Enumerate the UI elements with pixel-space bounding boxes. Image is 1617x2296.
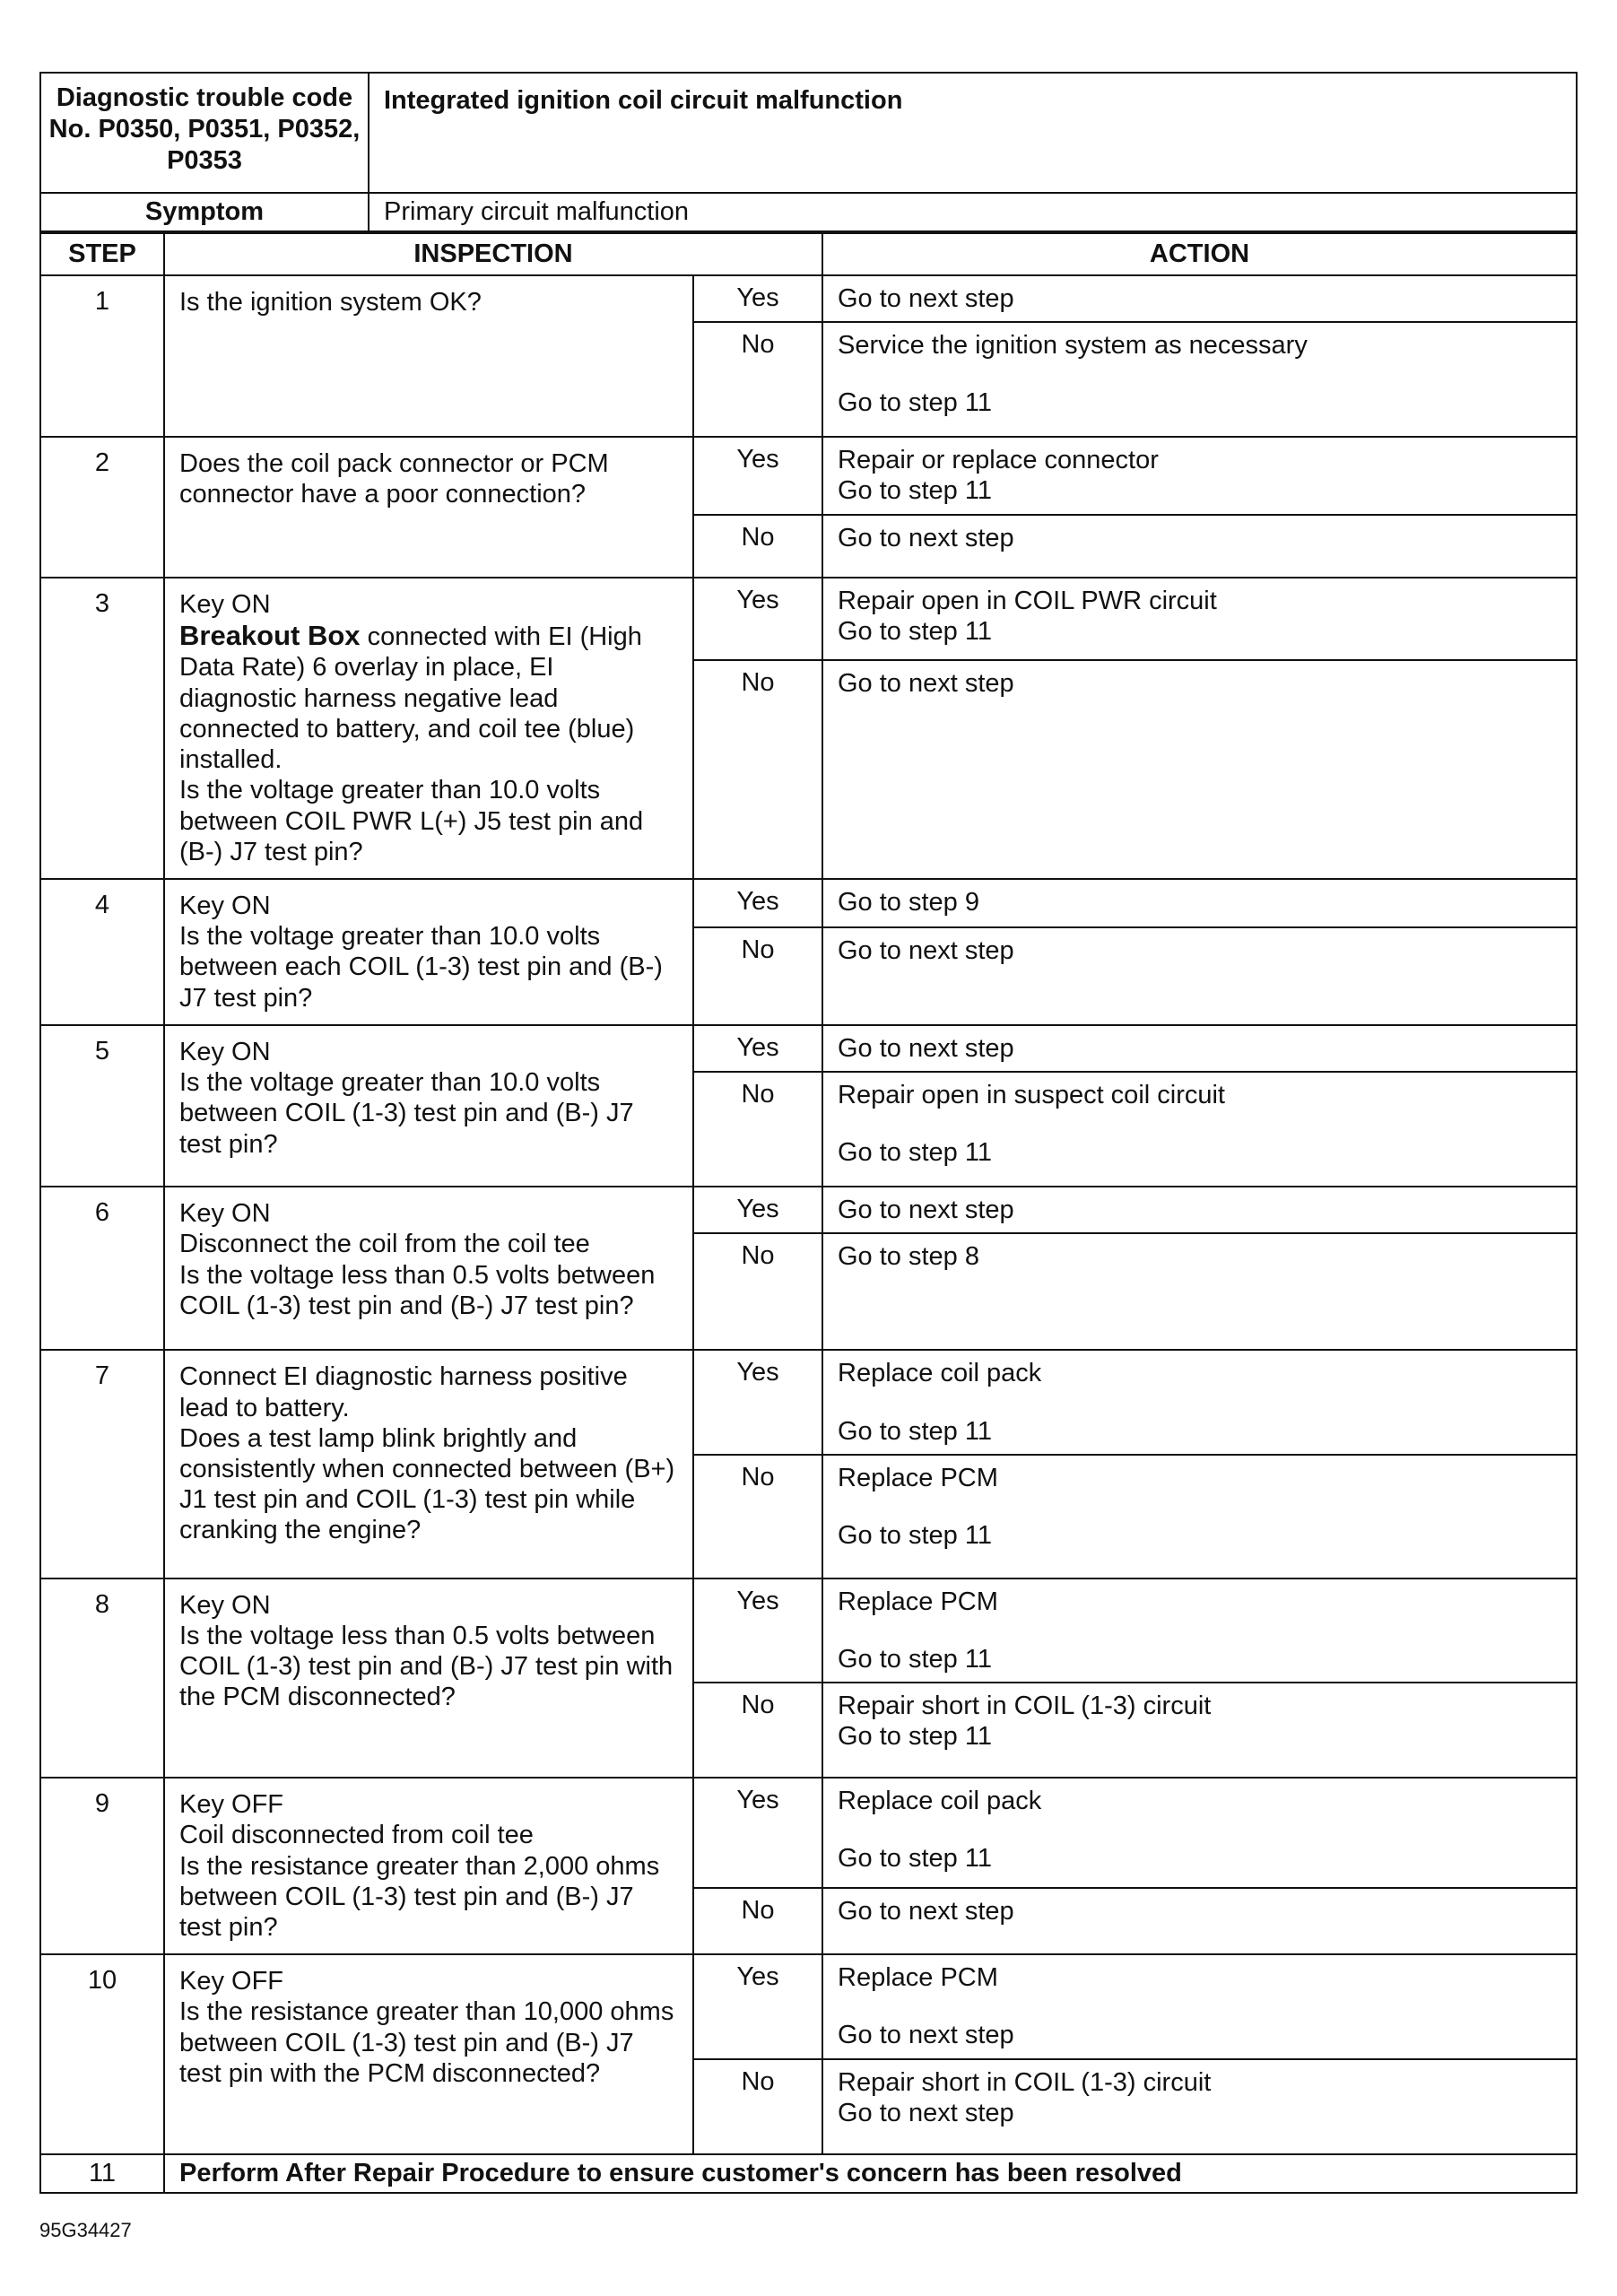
step-inspection <box>164 578 693 879</box>
action-column-header: ACTION <box>822 233 1577 275</box>
yes-action <box>822 275 1577 322</box>
step-inspection <box>164 275 693 437</box>
action-text: Go to step 11 <box>838 476 992 506</box>
action-text: Go to next step <box>838 1897 1014 1926</box>
action-text: Go to step 11 <box>838 1520 992 1550</box>
step-inspection <box>164 1954 693 2153</box>
action-text: Go to next step <box>838 2098 1014 2127</box>
step-number: 4 <box>40 879 164 1025</box>
step-row-8-yes <box>40 1578 1577 1683</box>
action-text: Repair open in COIL PWR circuit <box>838 586 1217 615</box>
step-inspection <box>164 1778 693 1954</box>
action-text: Go to step 11 <box>838 1138 992 1168</box>
no-label: No <box>693 1888 822 1954</box>
action-text: Go to step 8 <box>838 1242 979 1272</box>
no-label: No <box>693 1455 822 1578</box>
step-number: 11 <box>40 2154 164 2193</box>
inspection-text: Key ON <box>179 1590 271 1620</box>
yes-action <box>822 1187 1577 1233</box>
yes-label: Yes <box>693 1778 822 1888</box>
inspection-text: Is the voltage less than 0.5 volts between COIL (1-3) test pin and (B-) J7 test pin with the PCM disconnected? <box>179 1621 674 1712</box>
inspection-text: Is the resistance greater than 10,000 ohms between COIL (1-3) test pin and (B-) J7 test pin with the PCM disconnected? <box>179 1997 674 2088</box>
action-text: Go to next step <box>838 523 1014 552</box>
no-action <box>822 1888 1577 1954</box>
inspection-text: Connect EI diagnostic harness positive lead to battery. <box>179 1362 628 1422</box>
action-text: Replace coil pack <box>838 1359 1042 1388</box>
inspection-text: Key ON <box>179 589 271 619</box>
dtc-row <box>40 73 1577 193</box>
no-action <box>822 322 1577 437</box>
step-inspection <box>164 1578 693 1778</box>
figure-code: 95G34427 <box>39 2219 132 2241</box>
step-number: 2 <box>40 437 164 577</box>
action-text: Go to next step <box>838 935 1014 965</box>
inspection-text: Key ON <box>179 1037 271 1066</box>
yes-action <box>822 578 1577 660</box>
inspection-text: Is the voltage less than 0.5 volts between COIL (1-3) test pin and (B-) J7 test pin? <box>179 1260 656 1320</box>
no-action <box>822 2059 1577 2154</box>
no-action <box>822 515 1577 578</box>
action-text: Replace coil pack <box>838 1787 1042 1816</box>
action-text: Go to step 11 <box>838 616 992 646</box>
inspection-text: Is the voltage greater than 10.0 volts between each COIL (1-3) test pin and (B-) J7 test pin? <box>179 922 663 1013</box>
action-text: Go to step 11 <box>838 1722 992 1752</box>
action-text: Go to next step <box>838 2021 1014 2050</box>
yes-label: Yes <box>693 1350 822 1454</box>
inspection-text: Key OFF <box>179 1790 284 1820</box>
step-row-1-yes <box>40 275 1577 322</box>
yes-label: Yes <box>693 1578 822 1683</box>
step-number: 5 <box>40 1025 164 1187</box>
yes-action <box>822 1350 1577 1454</box>
step-row-11 <box>40 2154 1577 2193</box>
no-label: No <box>693 660 822 879</box>
yes-action <box>822 1954 1577 2058</box>
yes-action <box>822 1778 1577 1888</box>
final-step-text: Perform After Repair Procedure to ensure customer's concern has been resolved <box>164 2154 1577 2193</box>
inspection-text: Coil disconnected from coil tee <box>179 1821 534 1850</box>
step-number: 6 <box>40 1187 164 1350</box>
action-text: Go to next step <box>838 284 1014 313</box>
step-inspection <box>164 1187 693 1350</box>
inspection-column-header: INSPECTION <box>164 233 822 275</box>
symptom-label: Symptom <box>40 193 369 231</box>
inspection-text: Is the voltage greater than 10.0 volts between COIL (1-3) test pin and (B-) J7 test pin? <box>179 1068 634 1159</box>
step-number: 3 <box>40 578 164 879</box>
action-text: Go to step 11 <box>838 1416 992 1446</box>
step-inspection <box>164 879 693 1025</box>
step-row-4-yes <box>40 879 1577 927</box>
breakout-box-text: Breakout Box <box>179 619 361 651</box>
step-number: 8 <box>40 1578 164 1778</box>
no-action <box>822 1455 1577 1578</box>
step-row-10-yes <box>40 1954 1577 2058</box>
no-label: No <box>693 515 822 578</box>
step-row-2-yes <box>40 437 1577 514</box>
no-label: No <box>693 1072 822 1187</box>
action-text: Go to step 9 <box>838 887 979 917</box>
step-row-6-yes <box>40 1187 1577 1233</box>
yes-label: Yes <box>693 1025 822 1072</box>
step-inspection <box>164 1350 693 1578</box>
step-number: 7 <box>40 1350 164 1578</box>
inspection-text: Key ON <box>179 891 271 920</box>
step-inspection <box>164 437 693 577</box>
no-label: No <box>693 2059 822 2154</box>
diagnostic-sheet <box>39 72 1578 2194</box>
header-table <box>39 72 1578 232</box>
action-text: Go to step 11 <box>838 1844 992 1874</box>
yes-label: Yes <box>693 879 822 927</box>
steps-table <box>39 232 1578 2194</box>
symptom-value: Primary circuit malfunction <box>369 193 1577 231</box>
no-action <box>822 1233 1577 1350</box>
yes-action <box>822 437 1577 514</box>
step-row-5-yes <box>40 1025 1577 1072</box>
no-action <box>822 1683 1577 1778</box>
dtc-title: Integrated ignition coil circuit malfunction <box>369 73 1577 193</box>
yes-action <box>822 1025 1577 1072</box>
no-label: No <box>693 1683 822 1778</box>
yes-label: Yes <box>693 1954 822 2058</box>
yes-action <box>822 1578 1577 1683</box>
action-text: Go to next step <box>838 1196 1014 1225</box>
dtc-label: Diagnostic trouble code No. P0350, P0351, P0352, P0353 <box>40 73 369 193</box>
inspection-text: Is the resistance greater than 2,000 ohms between COIL (1-3) test pin and (B-) J7 test pin? <box>179 1851 660 1943</box>
action-text: Repair open in suspect coil circuit <box>838 1081 1225 1110</box>
action-text: Repair short in COIL (1-3) circuit <box>838 2067 1212 2097</box>
yes-label: Yes <box>693 437 822 514</box>
no-label: No <box>693 322 822 437</box>
action-text: Replace PCM <box>838 1463 998 1492</box>
inspection-text: Key OFF <box>179 1967 284 1996</box>
step-row-9-yes <box>40 1778 1577 1888</box>
action-text: Go to next step <box>838 668 1014 698</box>
no-action <box>822 660 1577 879</box>
column-header-row <box>40 233 1577 275</box>
no-label: No <box>693 1233 822 1350</box>
step-number: 1 <box>40 275 164 437</box>
symptom-row <box>40 193 1577 231</box>
action-text: Repair or replace connector <box>838 446 1159 475</box>
inspection-text: Is the ignition system OK? <box>179 288 482 317</box>
step-number: 10 <box>40 1954 164 2153</box>
inspection-text: Disconnect the coil from the coil tee <box>179 1230 590 1259</box>
action-text: Replace PCM <box>838 1587 998 1616</box>
yes-label: Yes <box>693 1187 822 1233</box>
action-text: Go to step 11 <box>838 388 992 418</box>
inspection-text: Does a test lamp blink brightly and consistently when connected between (B+) J1 test pin and COIL (1-3) test pin while cranking the engine? <box>179 1423 675 1545</box>
step-inspection <box>164 1025 693 1187</box>
inspection-text: connected with EI (High Data Rate) 6 overlay in place, EI diagnostic harness negative lead connected to battery, and coil tee (blue) installed. <box>179 622 642 775</box>
step-row-3-yes <box>40 578 1577 660</box>
step-row-7-yes <box>40 1350 1577 1454</box>
action-text: Go to step 11 <box>838 1644 992 1674</box>
action-text: Replace PCM <box>838 1963 998 1993</box>
inspection-text: Key ON <box>179 1199 271 1229</box>
no-action <box>822 1072 1577 1187</box>
inspection-text: Does the coil pack connector or PCM connector have a poor connection? <box>179 449 609 509</box>
step-number: 9 <box>40 1778 164 1954</box>
yes-action <box>822 879 1577 927</box>
no-label: No <box>693 927 822 1025</box>
yes-label: Yes <box>693 578 822 660</box>
yes-label: Yes <box>693 275 822 322</box>
action-text: Service the ignition system as necessary <box>838 331 1308 361</box>
no-action <box>822 927 1577 1025</box>
inspection-text: Is the voltage greater than 10.0 volts between COIL PWR L(+) J5 test pin and (B-) J7 test pin? <box>179 776 644 866</box>
action-text: Go to next step <box>838 1033 1014 1063</box>
action-text: Repair short in COIL (1-3) circuit <box>838 1692 1212 1721</box>
step-column-header: STEP <box>40 233 164 275</box>
